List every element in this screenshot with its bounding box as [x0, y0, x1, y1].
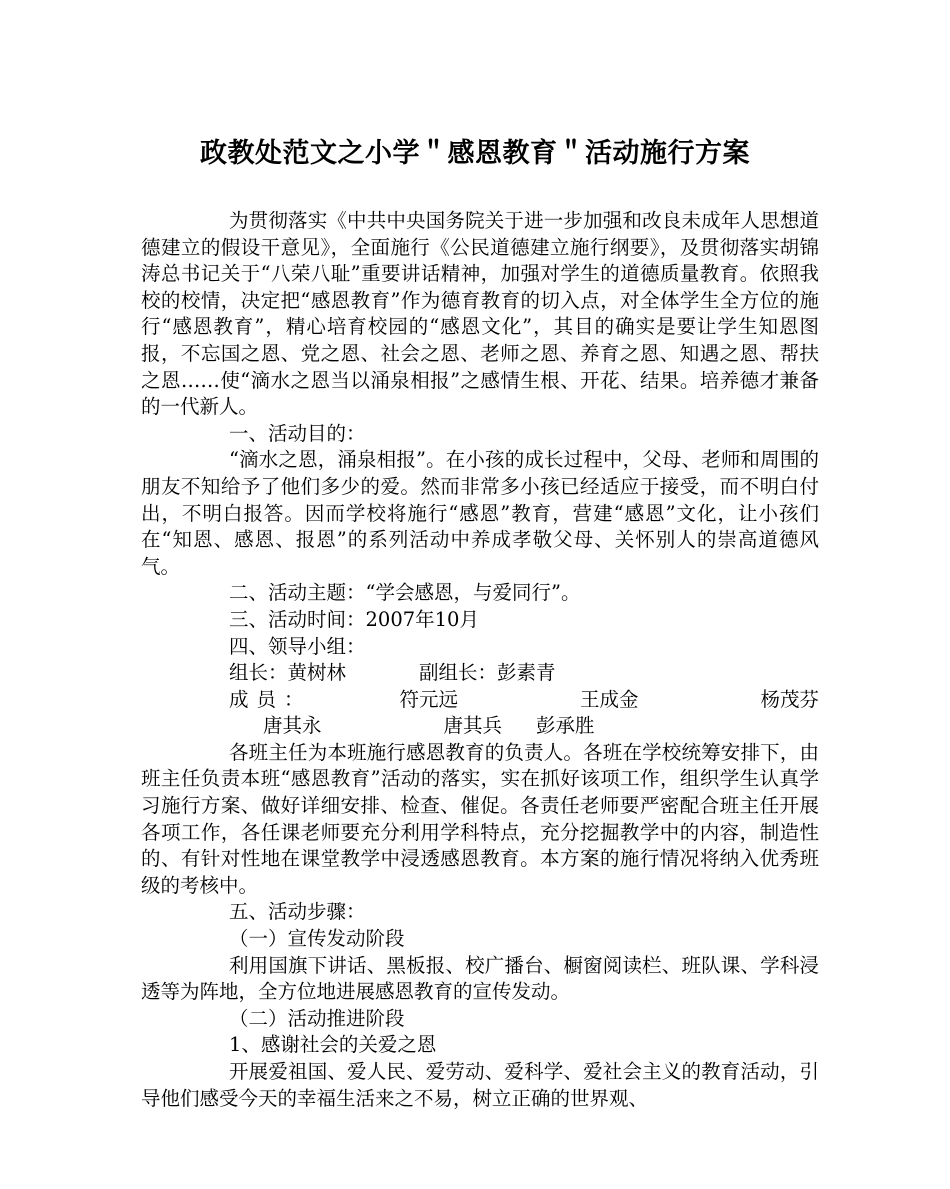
- member-name: 符元远: [399, 687, 458, 711]
- section3-line: 三、活动时间：2007年10月: [229, 607, 479, 631]
- leaders-line: [141, 660, 819, 687]
- phase1-heading: （一）宣传发动阶段: [229, 927, 405, 951]
- vice-leader-text: 副组长：彭素青: [419, 661, 556, 685]
- members-line: [141, 687, 819, 740]
- member-name: 王成金: [579, 687, 639, 711]
- phase1-paragraph: 利用国旗下讲话、黑板报、校广播台、橱窗阅读栏、班队课、学科浸透等为阵地，全方位地进展感恩教育的宣传发动。: [141, 953, 819, 1004]
- section1-paragraph: “滴水之恩，涌泉相报”。在小孩的成长过程中，父母、老师和周围的朋友不知给予了他们多少的爱。然而非常多小孩已经适应于接受，而不明白付出，不明白报答。因而学校将施行“感恩”教育，营建“感恩”文化，让小孩们在“知恩、感恩、报恩”的系列活动中养成孝敬父母、关怀别人的崇高道德风气。: [141, 448, 819, 578]
- section4-heading: 四、领导小组：: [229, 634, 366, 658]
- members-label: 成员：: [229, 687, 312, 711]
- intro-paragraph: 为贯彻落实《中共中央国务院关于进一步加强和改良未成年人思想道德建立的假设干意见》，全面施行《公民道德建立施行纲要》，及贯彻落实胡锦涛总书记关于“八荣八耻”重要讲话精神，加强对学生的道德质量教育。依照我校的校情，决定把“感恩教育”作为德育教育的切入点，对全体学生全方位的施行“感恩教育”，精心培育校园的“感恩文化”，其目的确实是要让学生知恩图报，不忘国之恩、党之恩、社会之恩、老师之恩、养育之恩、知遇之恩、帮扶之恩……使“滴水之恩当以涌泉相报”之感情生根、开花、结果。培养德才兼备的一代新人。: [141, 209, 819, 419]
- item1-heading: 1、感谢社会的关爱之恩: [229, 1033, 437, 1057]
- item1-paragraph: 开展爱祖国、爱人民、爱劳动、爱科学、爱社会主义的教育活动，引导他们感受今天的幸福生活来之不易，树立正确的世界观、: [141, 1060, 819, 1110]
- responsibility-paragraph: 各班主任为本班施行感恩教育的负责人。各班在学校统筹安排下，由班主任负责本班“感恩教育”活动的落实，实在抓好该项工作，组织学生认真学习施行方案、做好详细安排、检查、催促。各责任老师要严密配合班主任开展各项工作，各任课老师要充分利用学科特点，充分挖掘教学中的内容，制造性的、有针对性地在课堂教学中浸透感恩教育。本方案的施行情况将纳入优秀班级的考核中。: [141, 740, 819, 897]
- member-name: 唐其永: [263, 714, 322, 738]
- leader-text: 组长：黄树林: [229, 661, 347, 685]
- section1-heading: 一、活动目的：: [229, 421, 366, 445]
- section2-line: 二、活动主题：“学会感恩，与爱同行”。: [229, 581, 581, 605]
- section5-heading: 五、活动步骤：: [229, 900, 366, 924]
- document-title: 政教处范文之小学＂感恩教育＂活动施行方案: [200, 138, 750, 169]
- phase2-heading: （二）活动推进阶段: [229, 1006, 405, 1030]
- document-body: [141, 208, 819, 1112]
- member-name: 杨茂芬: [760, 687, 819, 711]
- member-name: 唐其兵: [443, 714, 503, 738]
- member-name: 彭承胜: [536, 714, 595, 738]
